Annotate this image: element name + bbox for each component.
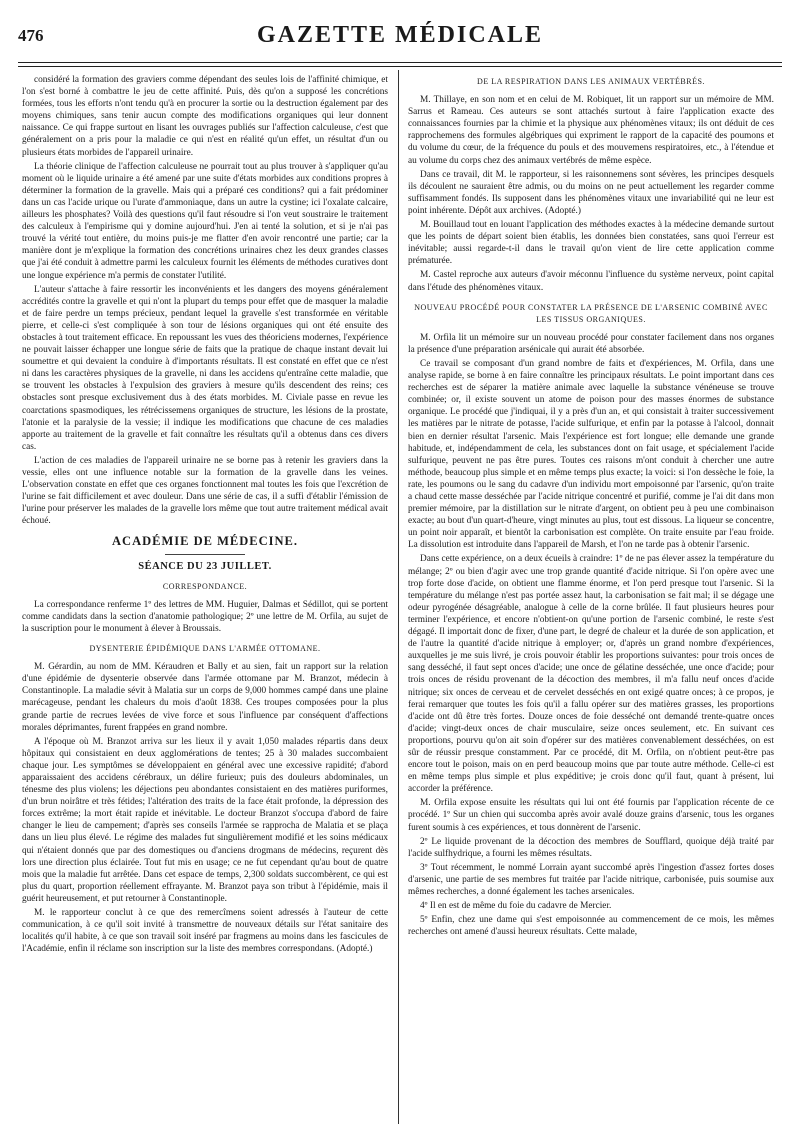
paragraph: L'auteur s'attache à faire ressortir les inconvénients et les dangers des moyens généralement accrédités contre la gravelle et qui n'ont la plupart du temps pour effet que de masquer la maladie et de faire perdre un temps précieux, pendant lequel la gravelle s'est transformée en véritable pierre, et celle-ci s'est compliquée à son tour de lésions organiques qui ont été ensuite des obstacles à tout traitement efficace. En repoussant les vues des théoriciens modernes, l'expérience ne pouvait laisser échapper une longue série de faits que la pratique de chaque instant devait lui soumettre et qui devaient la conduire à d'importants résultats. Il est constaté en effet que ce n'est ni dans les caractères physiques de la gravelle, ni dans les accidens qu'entraîne cette maladie, que se trouvent les obstacles à l'expulsion des graviers à mesure qu'ils descendent des reins; ces obstacles sont presque exclusivement dus à des états morbides. M. Civiale passe en revue les coarctations spasmodiques, les rétrécissemens organiques de structure, les lésions de la prostate, l'atonie et la paralysie de la vessie; il indique les modifications que chacune de ces maladies apporte au traitement de la gravelle et fait connaître les résultats qu'il a obtenus dans ces divers cas. xyxy=(22,284,388,452)
paragraph: M. Orfila expose ensuite les résultats qui lui ont été fournis par l'application récente de ce procédé. 1º Sur un chien qui succomba après avoir avalé douze grains d'arsenic, tous les organes furent soumis à ces expériences, et tous donnèrent de l'arsenic. xyxy=(408,798,774,833)
header-rule xyxy=(18,62,782,63)
page-header xyxy=(18,18,782,58)
paragraph: considéré la formation des graviers comme dépendant des seules lois de l'affinité chimique, et l'on s'est borné à combattre le jeu de cette affinité. Puis, dès qu'on a supposé les concrétions formées, tous les efforts n'ont tendu qu'à en procurer la sortie ou la destruction également par des moyens chimiques, sans tenir aucun compte des modifications organiques qui leur donnent naissance. Ce qui frappe surtout en lisant les ouvrages publiés sur l'affection calculeuse, c'est que généralement on a pris pour la maladie ce qui n'est en réalité qu'un effet, un résultat d'un ou plusieurs états morbides de l'appareil urinaire. xyxy=(22,75,388,158)
paragraph: A l'époque où M. Branzot arriva sur les lieux il y avait 1,050 malades répartis dans deux hôpitaux qui consistaient en deux agglomérations de tentes; 25 à 30 malades succombaient chaque jour. Les symptômes se développaient en général avec une excessive rapidité; d'abord apparaissaient des accidens cérébraux, un délire furieux; puis des douleurs abdominales, un ténesme des plus violens; les déjections peu abondantes consistaient en des matières puriformes, d'un brun noirâtre et très fétides; l'altération des traits de la face était profonde, la dépression des forces extrême; la mort était rapide et inévitable. Le docteur Branzot s'occupa d'abord de faire changer le lieu de campement; d'après ses conseils l'armée se rapprocha de Malatia et se plaça dans un lieu plus élevé. Le régime des malades fut singulièrement modifié et les soins médicaux qui n'étaient donnés que par des domestiques ou d'anciens drogmans de médecins, reçurent dès lors une direction plus éclairée. Tout fut mis en usage; ce ne fut cependant qu'au bout de quatre mois que la maladie fut arrêtée. Dans cet espace de temps, 2,300 soldats succombèrent, ce qui est plus du quart, proportion réellement effrayante. M. Branzot paya son tribut à l'épidémie, mais il guérit heureusement, et put retourner à Constantinople. xyxy=(22,736,388,904)
paragraph: Ce travail se composant d'un grand nombre de faits et d'expériences, M. Orfila, dans une analyse rapide, se borne à en faire connaître les principaux résultats. Le point important dans ces recherches est de séparer la matière animale avec laquelle la substance vénéneuse se trouve combinée; or, il existe souvent un atome de poison pour des masses énormes de substance organique. Le procédé que j'indiquai, il y a près d'un an, et qui consistait à traiter successivement les matières par le nitrate de potasse, l'acide sulfurique, et enfin par la potasse à l'alcool, donnait bien en dernier résultat l'arsenic. Mais l'expérience est fort longue; elle demande une grande habitude, et, indépendamment de cela, les substances dont on fait usage, et spécialement l'acide sulfurique, peuvent ne pas être pures. Toutes ces raisons m'ont conduit à chercher une autre méthode, beaucoup plus simple et en même temps plus exacte; la voici: si l'on dessèche le foie, la rate, les poumons ou le sang du cadavre d'un individu mort empoisonné par l'arsenic, qu'on traite a chaud cette masse desséchée par l'acide nitrique concentré et purifié, comme je l'ai dit dans mon premier mémoire, par la distillation sur le nitrate d'argent, on obtient peu à peu une combinaison exacte; au bout d'un quart-d'heure, vingt minutes au plus, tout est dissous. La liqueur se concentre, un point noir apparaît, et bientôt la carbonisation est complète. On traite ensuite par l'eau froide. La dissolution est introduite dans l'appareil de Marsh, et l'on ne tarde pas à obtenir l'arsenic. xyxy=(408,358,774,551)
paragraph: M. le rapporteur conclut à ce que des remercîmens soient adressés à l'auteur de cette communication, à ce qu'il soit invité à transmettre de nouveaux détails sur l'état sanitaire des localités qu'il habite, à ce que son travail soit inséré par fragmens au moins dans les fascicules de l'Académie, enfin il réclame son inscription sur la liste des membres correspondans. (Adopté.) xyxy=(22,908,388,955)
paragraph: La correspondance renferme 1º des lettres de MM. Huguier, Dalmas et Sédillot, qui se portent comme candidats dans la section d'anatomie pathologique; 2º une lettre de M. Orfila, au sujet de la suscription pour le monument à élever à Broussais. xyxy=(22,599,388,634)
right-column xyxy=(408,74,774,1124)
journal-title: GAZETTE MÉDICALE xyxy=(256,22,544,48)
column-divider xyxy=(398,70,399,1124)
right-paras-a xyxy=(408,94,774,294)
arsenic-heading: NOUVEAU PROCÉDÉ POUR CONSTATER LA PRÉSENCE DE L'ARSENIC COMBINÉ AVEC LES TISSUS ORGANIQUES. xyxy=(414,302,768,324)
left-column xyxy=(22,74,388,1124)
left-paras-b xyxy=(22,599,388,635)
left-paras-c xyxy=(22,661,388,955)
paragraph: 2º Le liquide provenant de la décoction des membres de Soufflard, quoique déjà traité par l'acide sulfhydrique, a fourni les mêmes résultats. xyxy=(408,836,774,859)
right-paras-b xyxy=(408,332,774,939)
paragraph: M. Thillaye, en son nom et en celui de M. Robiquet, lit un rapport sur un mémoire de MM. Sarrus et Rameau. Ces auteurs se sont attachés surtout à faire l'application exacte des connaissances fournies par la chimie et la physique aux phénomènes vitaux; ils ont déduit de ces rapprochemens des formules algébriques qui expriment le rapport de la capacité des poumons et du volume du cœur, de la fréquence du pouls et des mouvemens respiratoires, etc., à l'étendue et au volume du corps chez des animaux vertébrés de même espèce. xyxy=(408,95,774,166)
paragraph: La théorie clinique de l'affection calculeuse ne pourrait tout au plus trouver à s'appliquer qu'au moment où le liquide urinaire a été amené par une suite d'états morbides aux conditions propres à déterminer la formation de la gravelle. Mais qui a préparé ces conditions? qui a fait prédominer dans un cas l'acide urique ou l'urate d'ammoniaque, dans un autre la cystine; ici l'oxalate calcaire, ailleurs les phosphates? Voilà des questions qu'il faut résoudre si l'on veut soustraire le traitement des calculeux à l'empirisme qui y domine aujourd'hui. J'en ai tenté la solution, et si je n'ai pas trouvé la vérité tout entière, du moins puis-je me flatter d'en avoir rencontré une partie; car la manière dont je m'explique la formation des concrétions urinaires chez les deux grandes classes que j'ai été conduit à admettre parmi les calculeux fournit les éléments de méthodes curatives dont une longue expérience m'a permis de constater l'utilité. xyxy=(22,161,388,281)
respiration-heading: DE LA RESPIRATION DANS LES ANIMAUX VERTÉBRÉS. xyxy=(477,77,705,86)
paragraph: 3º Tout récemment, le nommé Lorrain ayant succombé après l'ingestion d'assez fortes doses d'arsenic, une partie de ses membres fut traitée par l'acide nitrique, carbonisée, puis soumise aux mêmes recherches, a donné également les taches arsenicales. xyxy=(408,862,774,897)
academy-heading: ACADÉMIE DE MÉDECINE. xyxy=(112,534,298,549)
correspondance-label: CORRESPONDANCE. xyxy=(162,581,248,591)
paragraph: Dans ce travail, dit M. le rapporteur, si les raisonnemens sont sévères, les principes desquels ils découlent ne sauraient être admis, ou du moins on ne peut actuellement les regarder comme suffisamment fondés. Ils supposent dans les phénomènes vitaux une invariabilité qui ne leur est point inhérente. Dépôt aux archives. (Adopté.) xyxy=(408,169,774,216)
paragraph: M. Orfila lit un mémoire sur un nouveau procédé pour constater facilement dans nos organes la présence d'une préparation arsénicale qui aurait été absorbée. xyxy=(408,332,774,355)
paragraph: M. Castel reproche aux auteurs d'avoir méconnu l'influence du système nerveux, point capital dans l'étude des phénomènes vitaux. xyxy=(408,270,774,293)
dysenterie-heading: DYSENTERIE ÉPIDÉMIQUE DANS L'ARMÉE OTTOMANE. xyxy=(89,644,321,654)
header-rule-thin xyxy=(18,66,782,67)
paragraph: L'action de ces maladies de l'appareil urinaire ne se borne pas à retenir les graviers dans la vessie, elles ont une influence notable sur la formation de la gravelle dans les veines. L'observation constate en effet que ces organes fonctionnent mal toutes les fois que l'excrétion de l'urine se fait difficilement et avec douleur. Dans une série de cas, il a suffi d'établir l'émission de l'urine pour préserver les malades de la gravelle lors même que tout autre traitement médical avait échoué. xyxy=(22,455,388,527)
page-number: 476 xyxy=(18,26,44,45)
paragraph: Dans cette expérience, on a deux écueils à craindre: 1º de ne pas élever assez la température du mélange; 2º ou bien d'agir avec une trop grande quantité d'acide nitrique. Si l'on opère avec une trop forte dose d'acide, on obtient une flamme énorme, et l'on perd presque tout l'arsenic. Si la température du mélange n'est pas portée assez haut, la carbonisation se fait mal; il se dégage une odeur pyrogénée désagréable, analogue à celle de la corne brûlée. Il faut plusieurs heures pour terminer l'expérience, et encore n'obtient-on qu'une portion de l'arsenic combiné, le reste s'est dégagé. Il importait donc de fixer, d'une part, le degré de chaleur et la durée de son application, et de l'autre la quantité d'acide nitrique à employer; or, d'après un grand nombre d'expériences, auxquelles je me suis livré, je crois pouvoir établir les proportions suivantes: pour trois onces de sang desséché, il faut sept onces d'acide; une once de gélatine desséchée, une once d'acide; pour trois onces de résidu provenant de la décoction des membres, il m'a fallu neuf onces d'acide nitrique; six onces de cerveau et de cervelet desséchés en ont exigé quatre onces; à ce propos, je ferai remarquer que toutes les fois qu'il a fallu opérer sur des matières grasses, les proportions d'acide ont dû être très fortes. Douze onces de foie desséché ont demandé trente-quatre onces d'acide; vingt-deux onces de chair musculaire, seize onces seulement, etc. En suivant ces proportions, pourvu qu'on ait soin d'opérer sur des matières convenablement desséchées, on est sûr de réussir presque constamment. Par ce procédé, dit M. Orfila, on n'obtient peut-être pas encore tout le poison, mais on en perd beaucoup moins que par toute autre méthode. Celle-ci est en même temps plus simple et plus expéditive; je crois donc qu'il faut, quant à présent, lui accorder la préférence. xyxy=(408,554,774,795)
seance-heading: SÉANCE DU 23 JUILLET. xyxy=(138,560,272,572)
paragraph: M. Bouillaud tout en louant l'application des méthodes exactes à la médecine demande surtout que les points de départ soient bien établis, les données bien constatées, sans quoi l'erreur est inévitable; aussi regarde-t-il dans le travail qu'on vient de lire cette application comme prématurée. xyxy=(408,220,774,267)
paragraph: 4º Il en est de même du foie du cadavre de Mercier. xyxy=(420,901,612,912)
heading-rule xyxy=(165,554,245,555)
paragraph: 5º Enfin, chez une dame qui s'est empoisonnée au commencement de ce mois, les mêmes recherches ont amené d'aussi heureux résultats. Cette malade, xyxy=(408,915,774,938)
article-columns xyxy=(22,74,780,1124)
paragraph: M. Gérardin, au nom de MM. Kéraudren et Bally et au sien, fait un rapport sur la relation d'une épidémie de dysenterie observée dans l'armée ottomane par M. Branzot, médecin à Constantinople. La maladie sévit à Malatia sur un corps de 9,000 hommes campé dans une plaine marécageuse, pendant les chaleurs du mois d'août 1838. Ces troupes composées pour la plus grande partie de recrues levées de vive force et sous l'influence par conséquent d'affections morales déprimantes, furent frappées en grand nombre. xyxy=(22,662,388,733)
left-paras-a xyxy=(22,74,388,527)
